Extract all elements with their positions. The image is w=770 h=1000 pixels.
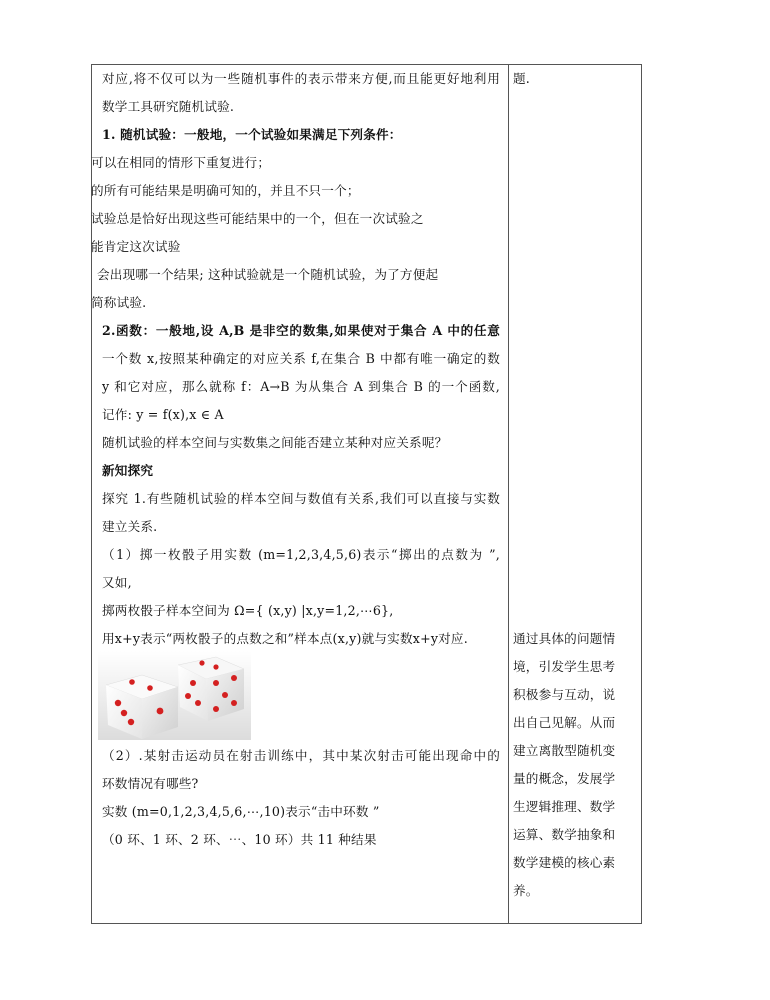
text-line: 环数情况有哪些?	[102, 776, 199, 791]
side-text-top: 题.	[513, 71, 530, 86]
text-line: 建立关系.	[102, 519, 158, 534]
side-text-line: 数学建模的核心素	[513, 855, 616, 870]
side-text-line: 运算、数学抽象和	[513, 827, 616, 842]
side-text-line: 通过具体的问题情	[513, 631, 616, 646]
text-line: 试验总是恰好出现这些可能结果中的一个，但在一次试验之	[91, 211, 424, 226]
text-line: （0 环、1 环、2 环、⋯、10 环）共 11 种结果	[102, 832, 377, 847]
side-text-line: 量的概念，发展学	[513, 771, 616, 786]
text-line: （1）掷一枚骰子用实数 (m=1,2,3,4,5,6)表示“掷出的点数为 ”,	[102, 547, 500, 562]
text-line: 的所有可能结果是明确可知的，并且不只一个；	[91, 183, 360, 198]
text-line: 掷两枚骰子样本空间为 Ω={ (x,y) |x,y=1,2,⋯6},	[102, 603, 394, 618]
text-line: 能肯定这次试验	[91, 239, 181, 254]
text-line: 实数 (m=0,1,2,3,4,5,6,⋯,10)表示“击中环数 ”	[102, 804, 380, 819]
text-line: 探究 1.有些随机试验的样本空间与数值有关系,我们可以直接与实数	[102, 491, 500, 506]
dice-icon	[98, 651, 251, 740]
text-line: y 和它对应，那么就称 f：A→B 为从集合 A 到集合 B 的一个函数,	[102, 379, 500, 394]
text-line: 一个数 x,按照某种确定的对应关系 f,在集合 B 中都有唯一确定的数	[102, 351, 500, 366]
text-line: 会出现哪一个结果; 这种试验就是一个随机试验，为了方便起	[97, 267, 439, 282]
column-divider	[508, 64, 509, 924]
side-text-line: 积极参与互动，说	[513, 687, 616, 702]
text-line: 随机试验的样本空间与实数集之间能否建立某种对应关系呢？	[102, 435, 448, 450]
side-text-line: 境，引发学生思考	[513, 659, 616, 674]
section-heading-function: 2.函数：一般地,设 A,B 是非空的数集,如果使对于集合 A 中的任意	[102, 323, 500, 338]
text-line: 可以在相同的情形下重复进行；	[91, 155, 271, 170]
side-text-line: 生逻辑推理、数学	[513, 799, 616, 814]
text-line: 记作: y = f(x),x ∈ A	[102, 407, 224, 422]
section-heading-new-knowledge: 新知探究	[102, 463, 154, 478]
text-line: 简称试验.	[91, 295, 147, 310]
text-line: 对应,将不仅可以为一些随机事件的表示带来方便,而且能更好地利用	[102, 71, 500, 86]
side-text-line: 养。	[513, 883, 539, 898]
side-text-line: 建立离散型随机变	[513, 743, 616, 758]
section-heading-random-trial: 1. 随机试验：一般地，一个试验如果满足下列条件：	[102, 127, 402, 142]
side-text-line: 出自己见解。从而	[513, 715, 616, 730]
text-line: 数学工具研究随机试验.	[102, 99, 235, 114]
text-line: （2）.某射击运动员在射击训练中，其中某次射击可能出现命中的	[102, 748, 500, 763]
text-line: 用x+y表示“两枚骰子的点数之和”样本点(x,y)就与实数x+y对应.	[102, 631, 468, 646]
text-line: 又如,	[102, 575, 132, 590]
